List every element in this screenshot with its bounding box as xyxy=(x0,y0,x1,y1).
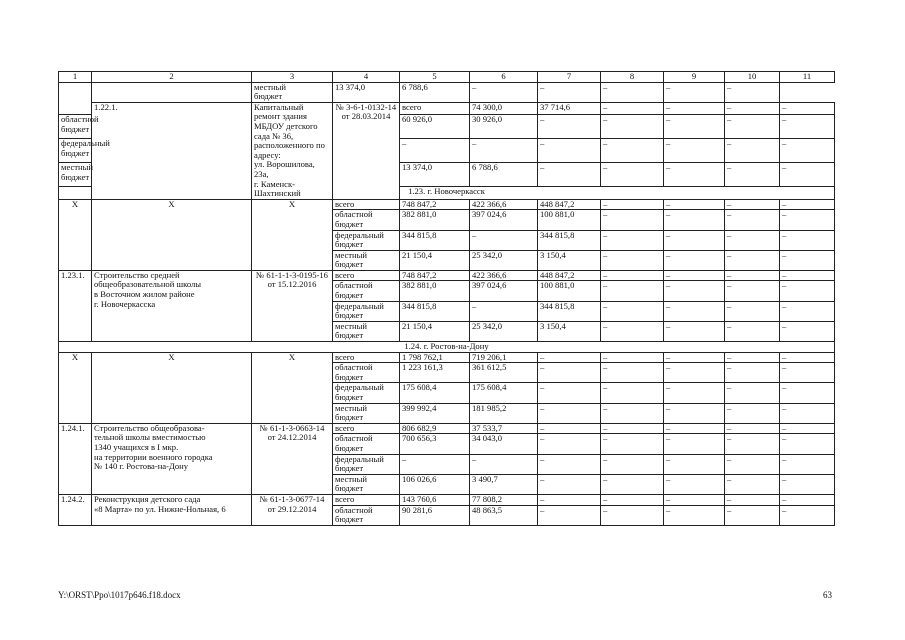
table-cell: – xyxy=(470,139,538,163)
table-cell: 448 847,2 xyxy=(538,270,601,281)
table-cell: – xyxy=(780,163,835,187)
table-cell: – xyxy=(725,139,780,163)
table-cell: – xyxy=(780,210,835,230)
table-cell: – xyxy=(601,270,664,281)
table-cell: Х xyxy=(59,199,92,270)
table-cell: – xyxy=(780,434,835,454)
table-cell: – xyxy=(601,383,664,403)
section-title: 1.24. г. Ростов-на-Дону xyxy=(59,342,835,353)
table-cell: 100 881,0 xyxy=(538,210,601,230)
table-cell: местный бюджет xyxy=(333,403,400,423)
table-cell: – xyxy=(664,139,725,163)
table-cell: 399 992,4 xyxy=(400,403,470,423)
table-cell: – xyxy=(725,230,780,250)
table-cell: всего xyxy=(333,423,400,434)
table-cell: – xyxy=(664,423,725,434)
table-cell: – xyxy=(780,199,835,210)
table-cell: Х xyxy=(59,352,92,423)
table-cell: – xyxy=(538,139,601,163)
table-cell: местный бюджет xyxy=(333,250,400,270)
table-cell: – xyxy=(725,301,780,321)
table-cell: 422 366,6 xyxy=(470,270,538,281)
table-cell: Х xyxy=(252,199,333,270)
table-cell: – xyxy=(601,281,664,301)
column-header: 7 xyxy=(538,72,601,83)
table-cell: Х xyxy=(252,352,333,423)
table-cell: местный бюджет xyxy=(252,82,333,102)
table-cell: – xyxy=(780,383,835,403)
table-cell: – xyxy=(725,250,780,270)
table-cell: – xyxy=(725,115,780,139)
table-cell: – xyxy=(725,363,780,383)
table-cell: областной бюджет xyxy=(333,434,400,454)
table-cell: – xyxy=(664,494,725,505)
table-cell: 3 150,4 xyxy=(538,321,601,341)
table-cell: – xyxy=(470,301,538,321)
column-header: 4 xyxy=(333,72,400,83)
table-cell: – xyxy=(664,115,725,139)
table-cell: 90 281,6 xyxy=(400,505,470,525)
table-cell: – xyxy=(601,301,664,321)
table-cell: Реконструкция детского сада «8 Марта» по ул. Нижне-Нольная, 6 xyxy=(92,494,252,525)
table-cell: – xyxy=(725,321,780,341)
table-cell: областной бюджет xyxy=(59,115,92,139)
table-cell: – xyxy=(664,82,725,102)
table-cell: 748 847,2 xyxy=(400,199,470,210)
table-cell: – xyxy=(538,505,601,525)
table-cell: – xyxy=(601,210,664,230)
table-cell: – xyxy=(725,434,780,454)
table-cell: – xyxy=(664,270,725,281)
table-cell: – xyxy=(725,82,780,102)
column-header: 8 xyxy=(601,72,664,83)
section-title: 1.23. г. Новочеркасск xyxy=(59,187,835,200)
table-cell: – xyxy=(725,163,780,187)
table-cell: № 3-6-1-0132-14 от 28.03.2014 xyxy=(333,102,400,199)
table-cell: 397 024,6 xyxy=(470,210,538,230)
table-cell: – xyxy=(780,505,835,525)
column-header: 11 xyxy=(780,72,835,83)
table-cell: – xyxy=(538,403,601,423)
table-cell: – xyxy=(780,102,835,115)
table-cell: областной бюджет xyxy=(333,210,400,230)
table-cell: – xyxy=(664,403,725,423)
table-cell: – xyxy=(725,210,780,230)
column-header: 6 xyxy=(470,72,538,83)
table-cell: местный бюджет xyxy=(59,163,92,187)
table-cell: – xyxy=(780,403,835,423)
table-cell: 382 881,0 xyxy=(400,210,470,230)
table-cell: 143 760,6 xyxy=(400,494,470,505)
table-cell: – xyxy=(664,199,725,210)
table-cell: 1 223 161,3 xyxy=(400,363,470,383)
column-header: 2 xyxy=(92,72,252,83)
table-cell: – xyxy=(780,474,835,494)
table-cell: – xyxy=(664,301,725,321)
table-cell xyxy=(59,82,92,115)
column-header: 10 xyxy=(725,72,780,83)
table-cell: федеральный бюджет xyxy=(333,383,400,403)
table-cell: – xyxy=(725,281,780,301)
table-cell: федеральный бюджет xyxy=(59,139,92,163)
table-cell: федеральный бюджет xyxy=(333,230,400,250)
table-cell: – xyxy=(601,454,664,474)
table-cell: – xyxy=(780,270,835,281)
table-cell: 181 985,2 xyxy=(470,403,538,423)
table-cell: – xyxy=(601,505,664,525)
table-cell: 361 612,5 xyxy=(470,363,538,383)
table-cell: 74 300,0 xyxy=(470,102,538,115)
table-cell: – xyxy=(601,82,664,102)
table-cell: 77 808,2 xyxy=(470,494,538,505)
table-cell: 37 533,7 xyxy=(470,423,538,434)
column-header: 5 xyxy=(400,72,470,83)
column-header: 3 xyxy=(252,72,333,83)
table-cell: – xyxy=(538,494,601,505)
table-header-row xyxy=(59,72,835,83)
table-cell: всего xyxy=(333,352,400,363)
table-cell: – xyxy=(601,115,664,139)
table-cell: федеральный бюджет xyxy=(333,301,400,321)
table-cell: – xyxy=(470,230,538,250)
table-cell: – xyxy=(780,494,835,505)
footer-page-number: 63 xyxy=(823,590,832,600)
table-row xyxy=(59,352,835,363)
table-cell: – xyxy=(601,403,664,423)
table-cell: – xyxy=(538,454,601,474)
table-cell: 25 342,0 xyxy=(470,321,538,341)
table-cell: областной бюджет xyxy=(333,281,400,301)
table-cell: 175 608,4 xyxy=(400,383,470,403)
table-cell: 1.23.1. xyxy=(59,270,92,341)
table-row xyxy=(59,423,835,434)
table-cell: – xyxy=(601,163,664,187)
table-cell: – xyxy=(400,454,470,474)
table-cell: 30 926,0 xyxy=(470,115,538,139)
table-cell: – xyxy=(601,363,664,383)
table-cell: – xyxy=(601,321,664,341)
table-cell: – xyxy=(725,199,780,210)
table-cell: 34 043,0 xyxy=(470,434,538,454)
column-header: 1 xyxy=(59,72,92,83)
table-cell: – xyxy=(664,454,725,474)
table-cell: – xyxy=(538,163,601,187)
table-cell: 25 342,0 xyxy=(470,250,538,270)
table-cell: 6 788,6 xyxy=(470,163,538,187)
table-cell: Строительство средней общеобразовательной школы в Восточном жилом районе г. Новочеркасска xyxy=(92,270,252,341)
table-cell: 344 815,8 xyxy=(400,301,470,321)
table-cell: всего xyxy=(333,199,400,210)
table-cell: – xyxy=(538,115,601,139)
table-cell: областной бюджет xyxy=(333,505,400,525)
table-cell: 344 815,8 xyxy=(400,230,470,250)
section-header-row xyxy=(59,342,835,353)
table-cell: – xyxy=(725,102,780,115)
table-cell: – xyxy=(538,423,601,434)
table-cell: 37 714,6 xyxy=(538,102,601,115)
column-header: 9 xyxy=(664,72,725,83)
table-cell: – xyxy=(725,474,780,494)
table-cell: – xyxy=(780,321,835,341)
table-cell: – xyxy=(601,423,664,434)
table-cell: 3 150,4 xyxy=(538,250,601,270)
table-cell: – xyxy=(780,454,835,474)
table-cell: – xyxy=(664,163,725,187)
table-cell: 382 881,0 xyxy=(400,281,470,301)
table-cell: – xyxy=(725,454,780,474)
table-cell: 397 024,6 xyxy=(470,281,538,301)
table-cell: – xyxy=(400,139,470,163)
table-cell: – xyxy=(780,352,835,363)
table-cell: – xyxy=(470,454,538,474)
table-cell: областной бюджет xyxy=(333,363,400,383)
table-cell: всего xyxy=(400,102,470,115)
table-cell: 13 374,0 xyxy=(400,163,470,187)
table-cell: 175 608,4 xyxy=(470,383,538,403)
table-cell: 3 490,7 xyxy=(470,474,538,494)
table-cell: № 61-1-3-0663-14 от 24.12.2014 xyxy=(252,423,333,494)
table-cell: местный бюджет xyxy=(333,321,400,341)
table-cell: всего xyxy=(333,494,400,505)
table-cell: 60 926,0 xyxy=(400,115,470,139)
table-cell: – xyxy=(725,352,780,363)
section-header-row xyxy=(59,187,835,200)
table-cell: – xyxy=(664,474,725,494)
table-cell: – xyxy=(664,210,725,230)
table-cell: – xyxy=(780,139,835,163)
table-cell: № 61-1-3-0677-14 от 29.12.2014 xyxy=(252,494,333,525)
table-cell: – xyxy=(725,270,780,281)
table-cell: – xyxy=(601,139,664,163)
table-cell: 48 863,5 xyxy=(470,505,538,525)
table-cell: Х xyxy=(92,352,252,423)
table-cell: 100 881,0 xyxy=(538,281,601,301)
table-cell: 700 656,3 xyxy=(400,434,470,454)
table-cell: – xyxy=(538,383,601,403)
table-row xyxy=(59,82,835,102)
table-row xyxy=(59,494,835,505)
table-cell: 1.22.1. xyxy=(92,102,252,199)
table-cell: – xyxy=(538,363,601,383)
table-cell: – xyxy=(725,494,780,505)
table-cell: – xyxy=(601,494,664,505)
table-cell: 1.24.2. xyxy=(59,494,92,525)
table-cell: – xyxy=(664,505,725,525)
table-cell: Х xyxy=(92,199,252,270)
table-cell: – xyxy=(780,230,835,250)
table-cell: Капитальный ремонт здания МБДОУ детского сада № 36, расположенного по адресу: ул. Ворошилова, 23а, г. Каменск-Шахтинский xyxy=(252,102,333,199)
table-cell: 21 150,4 xyxy=(400,250,470,270)
table-cell: – xyxy=(780,250,835,270)
table-cell: 21 150,4 xyxy=(400,321,470,341)
table-cell: Строительство общеобразова- тельной школы вместимостью 1340 учащихся в I мкр. на территории военного городка № 140 г. Ростова-на-Дону xyxy=(92,423,252,494)
table-cell: 1 798 762,1 xyxy=(400,352,470,363)
table-cell: – xyxy=(664,321,725,341)
table-cell: – xyxy=(664,434,725,454)
table-cell: 422 366,6 xyxy=(470,199,538,210)
table-cell: – xyxy=(601,434,664,454)
table-cell: – xyxy=(664,383,725,403)
table-cell: 13 374,0 xyxy=(333,82,400,102)
table-cell: – xyxy=(601,102,664,115)
table-cell: – xyxy=(470,82,538,102)
table-row xyxy=(59,199,835,210)
table-cell: – xyxy=(780,301,835,321)
table-cell: – xyxy=(664,230,725,250)
table-cell: – xyxy=(538,352,601,363)
table-cell: – xyxy=(780,423,835,434)
table-cell: всего xyxy=(333,270,400,281)
table-cell: 806 682,9 xyxy=(400,423,470,434)
table-cell: – xyxy=(664,363,725,383)
table-cell: № 61-1-1-3-0195-16 от 15.12.2016 xyxy=(252,270,333,341)
table-cell: – xyxy=(601,199,664,210)
table-cell: 344 815,8 xyxy=(538,230,601,250)
table-cell: 106 026,6 xyxy=(400,474,470,494)
table-cell: – xyxy=(664,250,725,270)
table-cell: местный бюджет xyxy=(333,474,400,494)
table-cell: – xyxy=(601,474,664,494)
table-cell: – xyxy=(725,403,780,423)
table-cell: 1.24.1. xyxy=(59,423,92,494)
table-cell: – xyxy=(780,363,835,383)
budget-table xyxy=(58,71,835,526)
table-cell: – xyxy=(780,115,835,139)
table-cell: – xyxy=(725,423,780,434)
table-cell: 448 847,2 xyxy=(538,199,601,210)
table-row xyxy=(59,102,835,115)
table-cell: – xyxy=(538,434,601,454)
table-row xyxy=(59,270,835,281)
table-cell: 344 815,8 xyxy=(538,301,601,321)
table-cell: федеральный бюджет xyxy=(333,454,400,474)
table-cell: – xyxy=(664,281,725,301)
table-cell: 748 847,2 xyxy=(400,270,470,281)
footer-file-path: Y:\ORST\Ppo\1017p646.f18.docx xyxy=(58,590,181,600)
table-cell xyxy=(92,82,252,102)
table-cell: – xyxy=(601,352,664,363)
table-cell: – xyxy=(664,352,725,363)
table-cell: – xyxy=(664,102,725,115)
table-cell: – xyxy=(601,250,664,270)
table-cell: – xyxy=(538,82,601,102)
table-cell: – xyxy=(538,474,601,494)
table-cell: – xyxy=(725,383,780,403)
table-cell: – xyxy=(725,505,780,525)
table-cell: 719 206,1 xyxy=(470,352,538,363)
table-cell: – xyxy=(601,230,664,250)
table-cell: 6 788,6 xyxy=(400,82,470,102)
table-cell: – xyxy=(780,281,835,301)
